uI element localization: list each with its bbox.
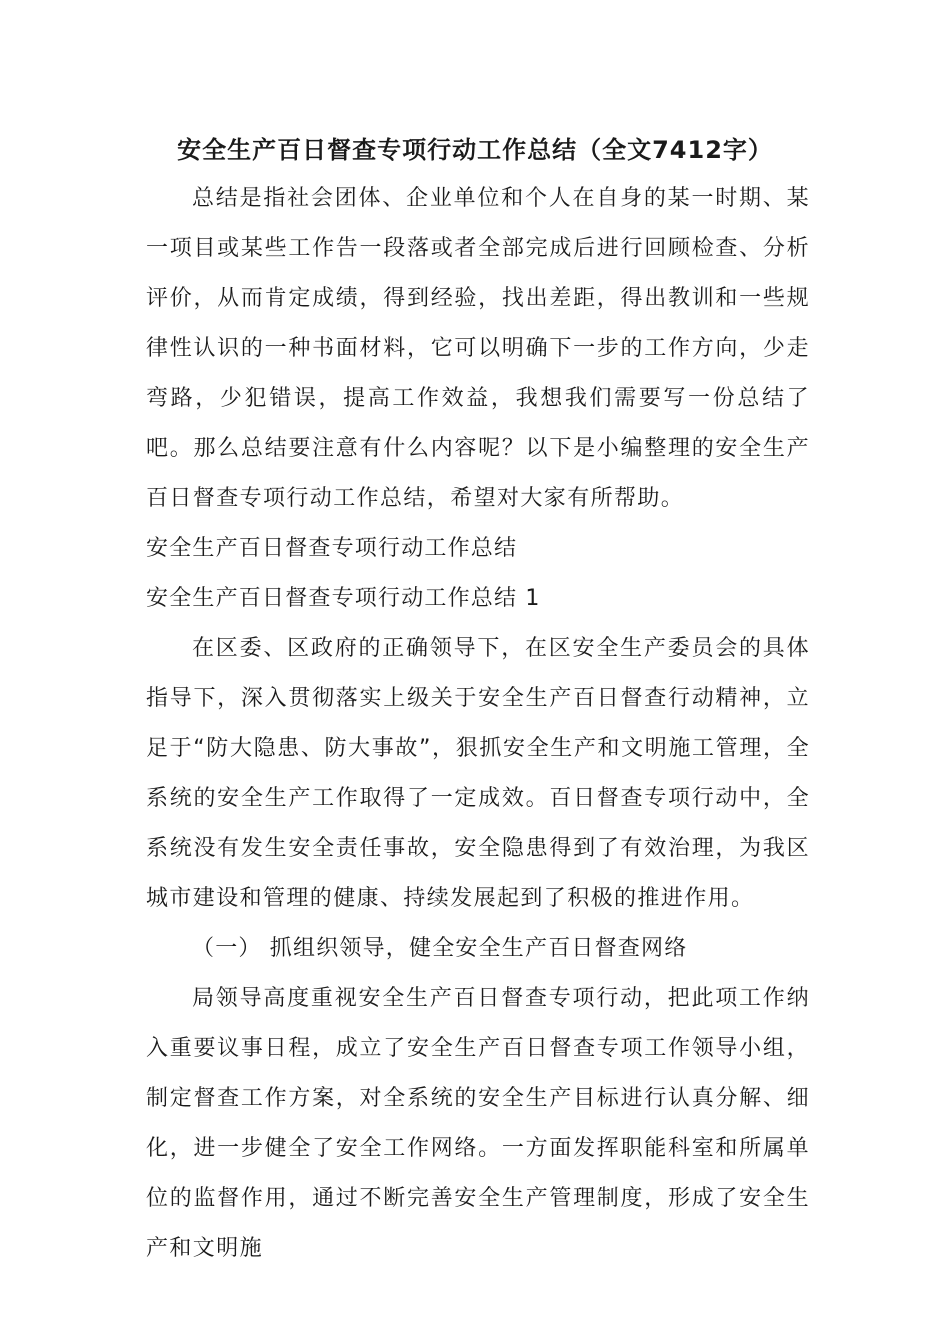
document-title: 安全生产百日督查专项行动工作总结（全文7412字） (177, 136, 773, 164)
section-heading-organization: （一） 抓组织领导，健全安全生产百日督查网络 (192, 936, 688, 961)
subheading-document-name: 安全生产百日督查专项行动工作总结 (146, 536, 518, 561)
subheading-summary-1: 安全生产百日督查专项行动工作总结 1 (146, 586, 541, 611)
paragraph-leadership-overview: 在区委、区政府的正确领导下，在区安全生产委员会的具体指导下，深入贯彻落实上级关于安全生产百日督查行动精神，立足于“防大隐患、防大事故”，狠抓安全生产和文明施工管理，全系统的安全生产工作取得了一定成效。百日督查专项行动中，全系统没有发生安全责任事故，安全隐患得到了有效治理，为我区城市建设和管理的健康、持续发展起到了积极的推进作用。 (146, 636, 810, 911)
intro-paragraph: 总结是指社会团体、企业单位和个人在自身的某一时期、某一项目或某些工作告一段落或者全部完成后进行回顾检查、分析评价，从而肯定成绩，得到经验，找出差距，得出教训和一些规律性认识的一种书面材料，它可以明确下一步的工作方向，少走弯路，少犯错误，提高工作效益，我想我们需要写一份总结了吧。那么总结要注意有什么内容呢？以下是小编整理的安全生产百日督查专项行动工作总结，希望对大家有所帮助。 (146, 186, 810, 511)
paragraph-organization-details: 局领导高度重视安全生产百日督查专项行动，把此项工作纳入重要议事日程，成立了安全生产百日督查专项工作领导小组，制定督查工作方案，对全系统的安全生产目标进行认真分解、细化，进一步健全了安全工作网络。一方面发挥职能科室和所属单位的监督作用，通过不断完善安全生产管理制度，形成了安全生产和文明施 (146, 986, 810, 1261)
